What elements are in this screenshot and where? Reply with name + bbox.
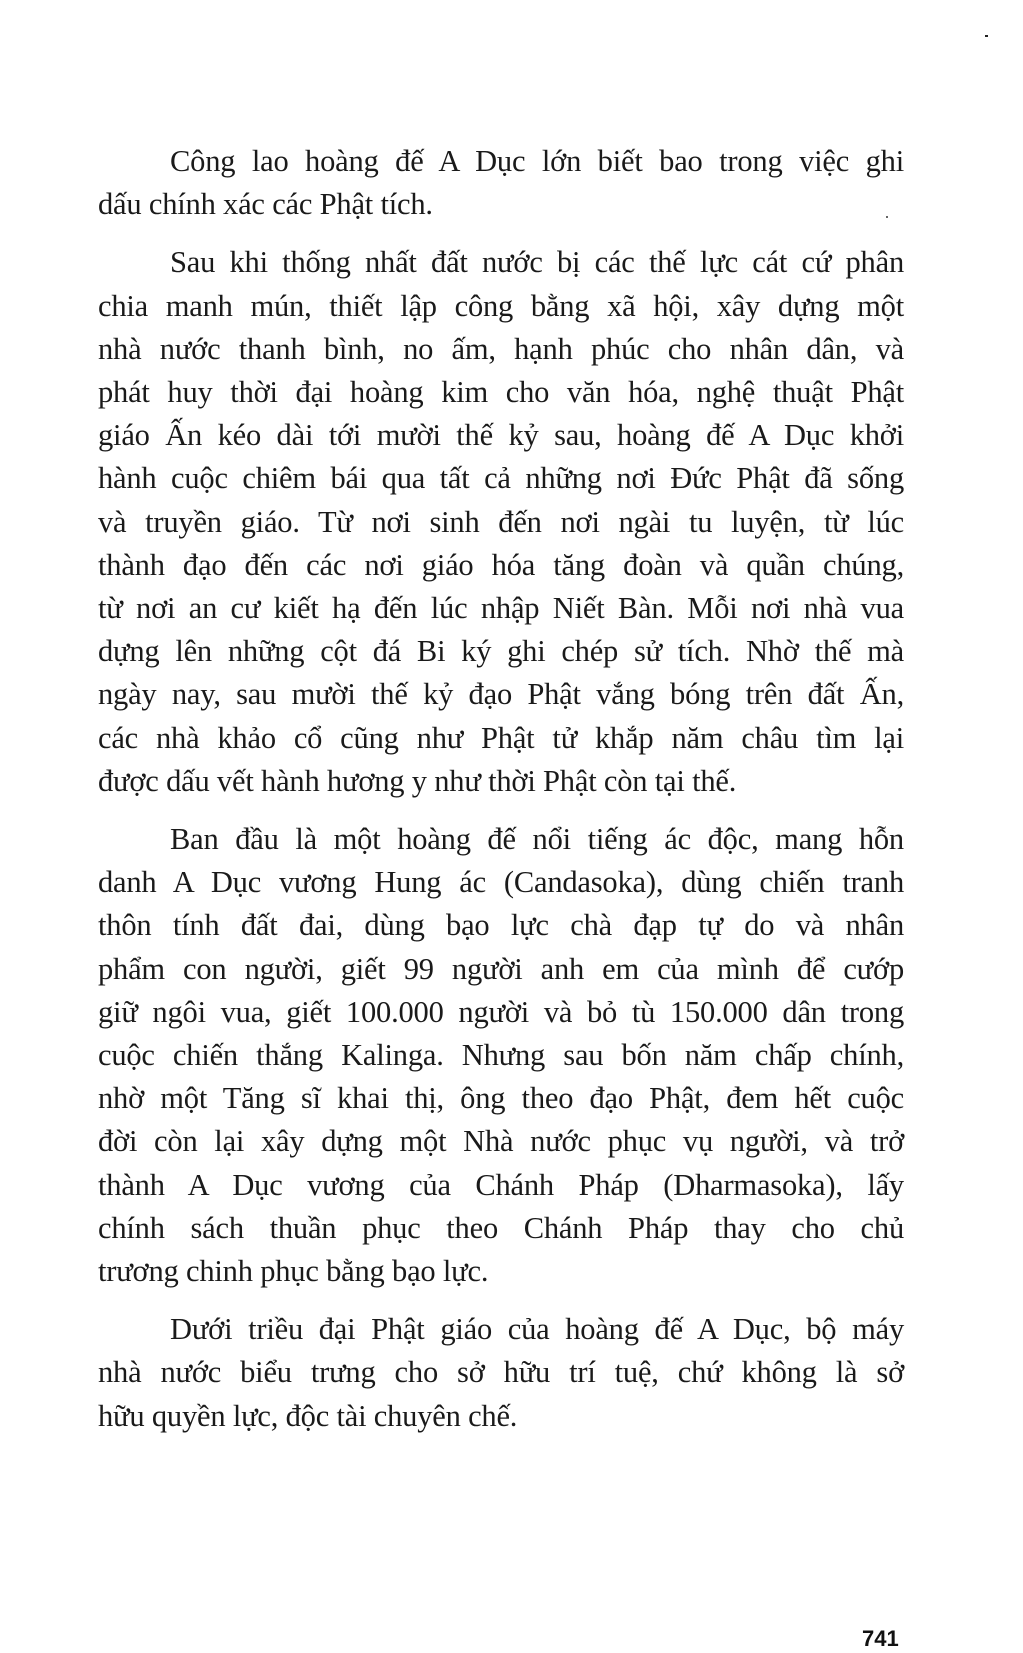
text-line: Công lao hoàng đế A Dục lớn biết bao trong việc ghi [170,144,904,178]
text-line: Sau khi thống nhất đất nước bị các thế lực cát cứ phân [170,245,904,280]
text-line: trương chinh phục bằng bạo lực. [98,1254,489,1289]
text-line: hành cuộc chiêm bái qua tất cả những nơi Đức Phật đã sống [98,461,904,496]
text-line: thành A Dục vương của Chánh Pháp (Dharmasoka), lấy [98,1167,904,1202]
text-line: từ nơi an cư kiết hạ đến lúc nhập Niết Bàn. Mỗi nơi nhà vua [98,591,904,626]
text-line: dựng lên những cột đá Bi ký ghi chép sử tích. Nhờ thế mà [98,634,904,669]
text-line: Ban đầu là một hoàng đế nổi tiếng ác độc, mang hỗn [170,822,904,857]
text-line: chia manh mún, thiết lập công bằng xã hội, xây dựng một [98,288,904,323]
text-line: ngày nay, sau mười thế kỷ đạo Phật vắng bóng trên đất Ấn, [98,677,904,712]
text-line: phẩm con người, giết 99 người anh em của mình để cướp [98,951,904,986]
paragraph-1 [98,140,904,226]
text-line: giữ ngôi vua, giết 100.000 người và bỏ tù 150.000 dân trong [98,994,904,1029]
scan-artifact-mark [985,35,988,37]
text-line: nhờ một Tăng sĩ khai thị, ông theo đạo Phật, đem hết cuộc [98,1081,904,1116]
text-line: và truyền giáo. Từ nơi sinh đến nơi ngài tu luyện, từ lúc [98,504,904,539]
text-line: cuộc chiến thắng Kalinga. Nhưng sau bốn năm chấp chính, [98,1038,904,1073]
text-line: thôn tính đất đai, dùng bạo lực chà đạp tự do và nhân [98,908,904,943]
text-line: các nhà khảo cổ cũng như Phật tử khắp năm châu tìm lại [98,720,904,755]
paragraph-3 [98,818,904,1293]
text-line: danh A Dục vương Hung ác (Candasoka), dùng chiến tranh [98,865,904,900]
text-line: nhà nước biểu trưng cho sở hữu trí tuệ, chứ không là sở [98,1355,904,1390]
page-body [98,140,904,1438]
text-line: được dấu vết hành hương y như thời Phật còn tại thế. [98,763,737,798]
text-line: thành đạo đến các nơi giáo hóa tăng đoàn và quần chúng, [98,547,904,582]
text-line: phát huy thời đại hoàng kim cho văn hóa, nghệ thuật Phật [98,375,904,410]
text-line: giáo Ấn kéo dài tới mười thế kỷ sau, hoàng đế A Dục khởi [98,418,904,453]
text-line: hữu quyền lực, độc tài chuyên chế. [98,1398,518,1433]
page-number: 741 [862,1626,899,1651]
text-line: nhà nước thanh bình, no ấm, hạnh phúc cho nhân dân, và [98,331,904,366]
text-line: đời còn lại xây dựng một Nhà nước phục vụ người, và trở [98,1124,904,1159]
paragraph-2 [98,241,904,803]
paragraph-4 [98,1308,904,1438]
text-line: dấu chính xác các Phật tích. [98,187,433,222]
text-line: Dưới triều đại Phật giáo của hoàng đế A Dục, bộ máy [170,1312,904,1347]
text-line: chính sách thuần phục theo Chánh Pháp thay cho chủ [98,1210,904,1245]
